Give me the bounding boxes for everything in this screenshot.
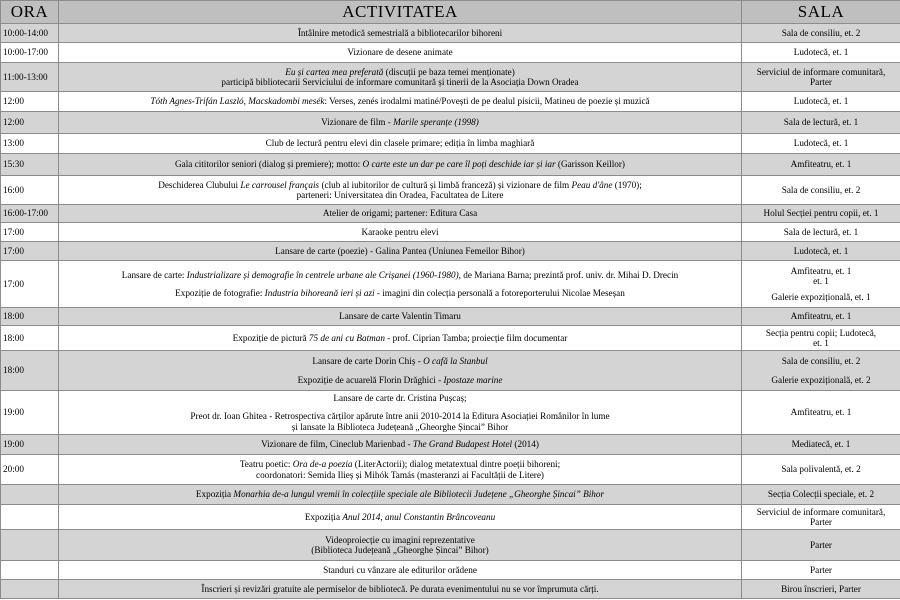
- table-row: [1, 351, 900, 391]
- table-row: [1, 561, 900, 580]
- room-cell: Parter: [742, 561, 900, 580]
- time-cell: 19:00: [1, 391, 59, 435]
- room-cell: Ludotecă, et. 1: [742, 92, 900, 112]
- room-text-line2: Galerie expozițională, et. 1: [771, 292, 871, 303]
- table-row: [1, 485, 900, 505]
- room-cell: Holul Secției pentru copii, et. 1: [742, 205, 900, 223]
- room-cell: [742, 261, 900, 308]
- activity-cell: [59, 485, 742, 505]
- activity-text-line3: și lansate la Biblioteca Județeană „Gheorghe Șincai” Bihor: [291, 421, 509, 432]
- time-cell: 17:00: [1, 242, 59, 261]
- activity-text: Expoziția: [195, 489, 234, 500]
- activity-cell: Karaoke pentru elevi: [59, 223, 742, 242]
- activity-text-tail: (1970);: [612, 179, 642, 190]
- room-cell: Sala polivalentă, et. 2: [742, 455, 900, 485]
- time-cell: 12:00: [1, 92, 59, 112]
- activity-text-tail: (Garisson Keillor): [555, 159, 625, 170]
- room-cell: Sala de consiliu, et. 2: [742, 24, 900, 43]
- activity-text: Lansare de carte Dorin Chiș -: [312, 356, 424, 367]
- activity-cell: [59, 505, 742, 530]
- time-cell: 10:00-14:00: [1, 24, 59, 43]
- time-cell: 12:00: [1, 112, 59, 134]
- activity-title: 75 de ani cu Batman: [308, 332, 385, 343]
- room-cell: Secția Colecții speciale, et. 2: [742, 485, 900, 505]
- table-row: [1, 154, 900, 176]
- activity-title: O carte este un dar pe care îl poți deschide iar și iar: [362, 159, 556, 170]
- table-row: [1, 326, 900, 351]
- room-cell: Ludotecă, et. 1: [742, 43, 900, 63]
- activity-title: Ora de-a poezia: [292, 459, 353, 470]
- table-row: [1, 455, 900, 485]
- table-row: [1, 205, 900, 223]
- activity-cell: [59, 391, 742, 435]
- activity-text-tail: (2014): [512, 439, 539, 450]
- room-cell: Parter: [742, 530, 900, 561]
- room-cell: Amfiteatru, et. 1: [742, 308, 900, 326]
- activity-text: Lansare de carte dr. Cristina Pușcaș;: [333, 393, 467, 404]
- activity-text-line2: coordonatori: Semida Ilieș și Mihók Tamás (masteranzi ai Facultății de Litere): [256, 469, 544, 480]
- activity-cell: [59, 261, 742, 308]
- room-cell: [742, 63, 900, 92]
- table-row: [1, 505, 900, 530]
- table-row: [1, 223, 900, 242]
- exhibition-text: Expoziție de acuarelă Florin Drăghici -: [297, 374, 444, 385]
- time-cell: 16:00-17:00: [1, 205, 59, 223]
- activity-cell: Club de lectură pentru elevi din clasele primare; ediția în limba maghiară: [59, 134, 742, 154]
- time-cell: 18:00: [1, 308, 59, 326]
- time-cell: 18:00: [1, 326, 59, 351]
- activity-text-line2: parteneri: Universitatea din Oradea, Facultatea de Litere: [296, 190, 504, 200]
- exhibition-text: Expoziție de fotografie:: [175, 288, 265, 298]
- activity-title: O cafă la Stanbul: [423, 356, 488, 367]
- time-cell: [1, 485, 59, 505]
- header-ora: ORA: [1, 1, 59, 24]
- table-row: [1, 261, 900, 308]
- room-text-line2: Parter: [810, 77, 832, 87]
- exhibition-text-tail: - imagini din colecția personală a fotoreporterului Nicolae Meseșan: [374, 288, 625, 298]
- table-row: [1, 112, 900, 134]
- time-cell: 15:30: [1, 154, 59, 176]
- room-cell: Birou înscrieri, Parter: [742, 580, 900, 599]
- room-text: Sala de consiliu, et. 2: [781, 356, 861, 367]
- header-row: [1, 1, 900, 24]
- activity-cell: [59, 63, 742, 92]
- time-cell: [1, 580, 59, 599]
- time-cell: 19:00: [1, 435, 59, 455]
- time-cell: 10:00-17:00: [1, 43, 59, 63]
- time-cell: 17:00: [1, 223, 59, 242]
- activity-cell: [59, 455, 742, 485]
- activity-text: Teatru poetic:: [239, 459, 293, 470]
- time-cell: 11:00-13:00: [1, 63, 59, 92]
- activity-cell: [59, 92, 742, 112]
- table-row: [1, 134, 900, 154]
- room-cell: Ludotecă, et. 1: [742, 242, 900, 261]
- activity-text: Videoproiecție cu imagini reprezentative: [325, 534, 475, 545]
- activity-text-mid: (club al iubitorilor de cultură și limbă franceză) și vizionare de film: [319, 179, 572, 190]
- time-cell: 18:00: [1, 351, 59, 391]
- room-cell: [742, 505, 900, 530]
- room-text: Amfiteatru, et. 1: [790, 265, 852, 276]
- activity-text: Gala cititorilor seniori (dialog și premiere); motto:: [174, 159, 363, 170]
- activity-cell: [59, 112, 742, 134]
- room-text: Serviciul de informare comunitară,: [756, 506, 886, 517]
- activity-text: Expoziție de pictură: [232, 332, 309, 343]
- room-cell: [742, 351, 900, 391]
- table-row: [1, 308, 900, 326]
- activity-title: The Grand Budapest Hotel: [412, 439, 513, 450]
- table-row: [1, 43, 900, 63]
- room-text-line2: Galerie expozițională, et. 2: [771, 374, 871, 385]
- room-text-line2: et. 1: [813, 338, 829, 348]
- exhibition-title: Ipostaze marine: [443, 374, 503, 385]
- table-row: [1, 580, 900, 599]
- time-cell: 13:00: [1, 134, 59, 154]
- room-cell: Sala de lectură, et. 1: [742, 112, 900, 134]
- activity-text-line2: Preot dr. Ioan Ghitea - Retrospectiva cărților apărute între anii 2010-2014 la Editura Asociației Românilor în lume: [190, 411, 610, 422]
- film-title: Peau d'âne: [571, 179, 613, 190]
- table-row: [1, 176, 900, 205]
- room-cell: [742, 326, 900, 351]
- table-row: [1, 242, 900, 261]
- table-row: [1, 92, 900, 112]
- time-cell: 16:00: [1, 176, 59, 205]
- room-text: Serviciul de informare comunitară,: [756, 66, 886, 77]
- activity-cell: [59, 154, 742, 176]
- time-cell: 17:00: [1, 261, 59, 308]
- activity-text-tail: , de Mariana Barna; prezintă prof. univ. dr. Mihai D. Drecin: [458, 269, 679, 280]
- activity-cell: Lansare de carte Valentin Timaru: [59, 308, 742, 326]
- activity-title: Industrializare și demografie în centrele urbane ale Crișanei (1960-1980): [186, 269, 459, 280]
- time-cell: [1, 530, 59, 561]
- time-cell: [1, 505, 59, 530]
- header-sala: SALA: [742, 1, 900, 24]
- activity-cell: [59, 326, 742, 351]
- activity-cell: Vizionare de desene animate: [59, 43, 742, 63]
- activity-cell: Înscrieri și revizări gratuite ale permiselor de bibliotecă. Pe durata evenimentului nu se vor împrumuta cărți.: [59, 580, 742, 599]
- time-cell: [1, 561, 59, 580]
- room-cell: Sala de consiliu, et. 2: [742, 176, 900, 205]
- room-cell: Ludotecă, et. 1: [742, 134, 900, 154]
- room-cell: Amfiteatru, et. 1: [742, 391, 900, 435]
- room-cell: Amfiteatru, et. 1: [742, 154, 900, 176]
- activity-text: Deschiderea Clubului: [158, 179, 241, 190]
- table-row: [1, 391, 900, 435]
- table-row: [1, 63, 900, 92]
- activity-title: Tóth Agnes-Trifán Laszló, Macskadombi mesék: [150, 96, 325, 107]
- activity-cell: Lansare de carte (poezie) - Galina Pantea (Uniunea Femeilor Bihor): [59, 242, 742, 261]
- activity-title: Monarhia de-a lungul vremii în colecțiile speciale ale Bibliotecii Județene „Gheorghe Șincai” Bihor: [233, 489, 605, 500]
- activity-text-tail: (LiterActorii); dialog metatextual dintre poeții bihoreni;: [352, 459, 561, 470]
- activity-cell: [59, 530, 742, 561]
- activity-text-tail: - prof. Ciprian Tamba; proiecție film documentar: [384, 332, 568, 343]
- time-cell: 20:00: [1, 455, 59, 485]
- activity-cell: Atelier de origami; partener: Editura Casa: [59, 205, 742, 223]
- activity-cell: [59, 176, 742, 205]
- table-row: [1, 530, 900, 561]
- activity-text: : Verses, zenés irodalmi matiné/Povești de pe dealul pisicii, Matineu de poezie și muzică: [324, 96, 650, 107]
- activity-text: Vizionare de film, Cineclub Marienbad -: [261, 439, 413, 450]
- activity-cell: Întâlnire metodică semestrială a bibliotecarilor bihoreni: [59, 24, 742, 43]
- activity-title: Le carrousel français: [240, 179, 320, 190]
- header-activitatea: ACTIVITATEA: [59, 1, 742, 24]
- activity-text: Expoziția: [304, 511, 343, 522]
- room-text-line2: Parter: [810, 517, 832, 527]
- activity-text: Lansare de carte:: [121, 269, 187, 280]
- activity-cell: [59, 435, 742, 455]
- activity-title: Marile speranțe (1998): [393, 117, 479, 128]
- room-cell: Sala de lectură, et. 1: [742, 223, 900, 242]
- activity-text-line2: participă bibliotecarii Serviciului de informare comunitară și tinerii de la Asociația Down Oradea: [221, 77, 579, 87]
- exhibition-title: Industria bihoreană ieri și azi: [264, 288, 375, 298]
- table-row: [1, 24, 900, 43]
- activity-text: Vizionare de film -: [321, 117, 394, 128]
- activity-title: Eu și cartea mea preferată: [285, 66, 384, 77]
- activity-text: (discuții pe baza temei menționate): [383, 66, 515, 77]
- activity-title: Anul 2014, anul Constantin Brâncoveanu: [342, 511, 496, 522]
- activity-cell: Standuri cu vânzare ale editurilor orădene: [59, 561, 742, 580]
- table-row: [1, 435, 900, 455]
- room-cell: Mediatecă, et. 1: [742, 435, 900, 455]
- room-text: Secția pentru copii; Ludotecă,: [765, 327, 877, 338]
- room-text-line1b: et. 1: [813, 275, 829, 286]
- activity-cell: [59, 351, 742, 391]
- activity-text-line2: (Biblioteca Județeană „Gheorghe Șincai” Bihor): [311, 545, 489, 555]
